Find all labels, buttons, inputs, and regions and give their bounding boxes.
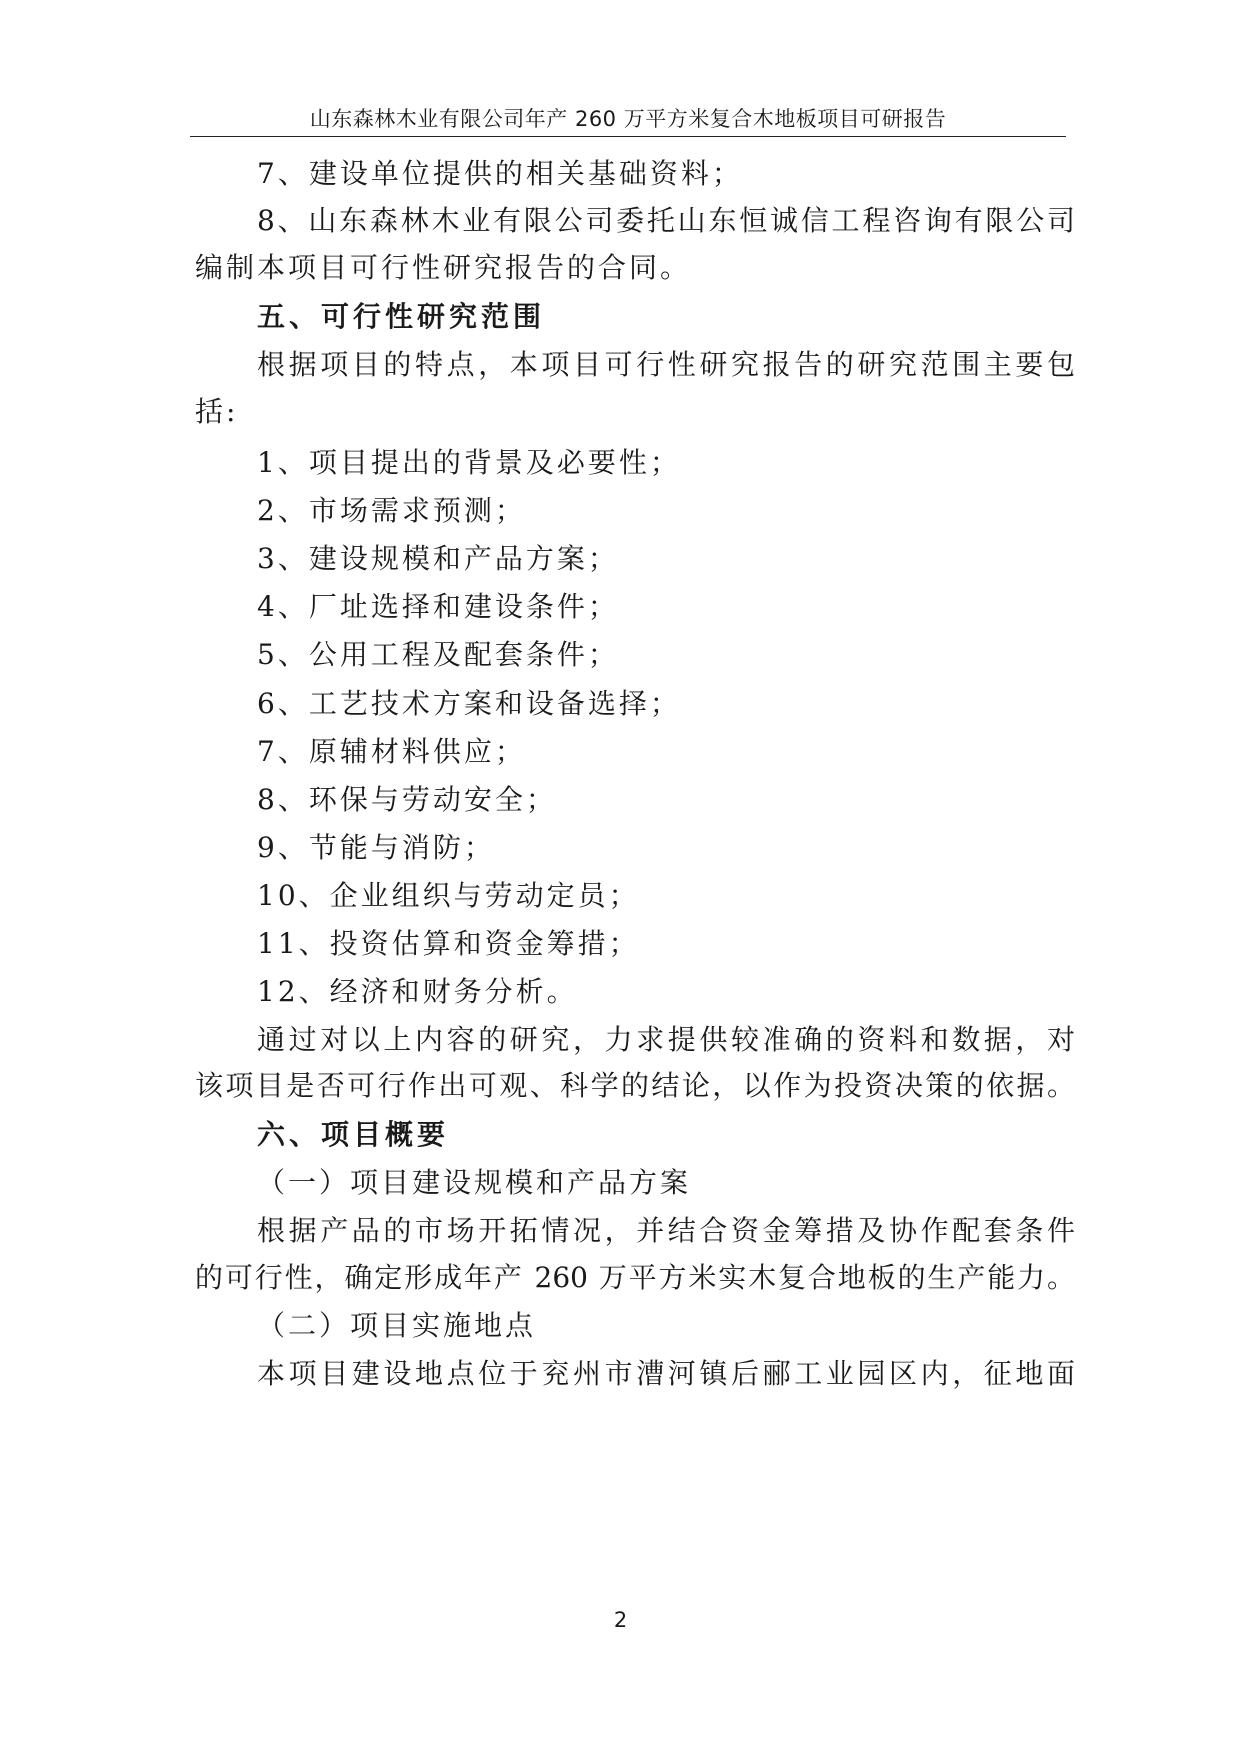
list-item: 11、投资估算和资金筹措； (257, 927, 640, 960)
list-item: 2、市场需求预测； (257, 494, 526, 527)
header-divider (190, 136, 1066, 137)
list-item: 7、原辅材料供应； (257, 735, 526, 768)
subsection-heading: （二）项目实施地点 (257, 1309, 537, 1342)
section-heading-scope: 五、可行性研究范围 (257, 300, 546, 333)
paragraph-line: 本项目建设地点位于兖州市漕河镇后郦工业园区内，征地面 (257, 1357, 1075, 1390)
list-item: 8、环保与劳动安全； (257, 783, 557, 816)
list-item: 7、建设单位提供的相关基础资料； (257, 157, 743, 190)
page-number: 2 (613, 1608, 628, 1632)
paragraph-line: 通过对以上内容的研究，力求提供较准确的资料和数据，对 (257, 1023, 1075, 1056)
section-heading-overview: 六、项目概要 (257, 1118, 450, 1151)
subsection-heading: （一）项目建设规模和产品方案 (257, 1166, 692, 1199)
paragraph-line: 8、山东森林木业有限公司委托山东恒诚信工程咨询有限公司 (257, 204, 1075, 237)
paragraph-line: 根据项目的特点，本项目可行性研究报告的研究范围主要包 (257, 348, 1075, 381)
paragraph-line: 根据产品的市场开拓情况，并结合资金筹措及协作配套条件 (257, 1214, 1075, 1247)
paragraph-line: 编制本项目可行性研究报告的合同。 (195, 251, 692, 284)
list-item: 10、企业组织与劳动定员； (257, 879, 640, 912)
paragraph-line: 括: (195, 395, 239, 428)
list-item: 6、工艺技术方案和设备选择； (257, 687, 681, 720)
list-item: 1、项目提出的背景及必要性； (257, 446, 681, 479)
paragraph-line: 该项目是否可行作出可观、科学的结论，以作为投资决策的依据。 (195, 1069, 1075, 1102)
list-item: 9、节能与消防； (257, 831, 495, 864)
list-item: 3、建设规模和产品方案； (257, 542, 619, 575)
list-item: 5、公用工程及配套条件； (257, 638, 619, 671)
list-item: 12、经济和财务分析。 (257, 975, 578, 1008)
paragraph-line: 的可行性，确定形成年产 260 万平方米实木复合地板的生产能力。 (195, 1261, 1075, 1294)
page-header-title: 山东森林木业有限公司年产 260 万平方米复合木地板项目可研报告 (309, 107, 947, 131)
list-item: 4、厂址选择和建设条件； (257, 590, 619, 623)
